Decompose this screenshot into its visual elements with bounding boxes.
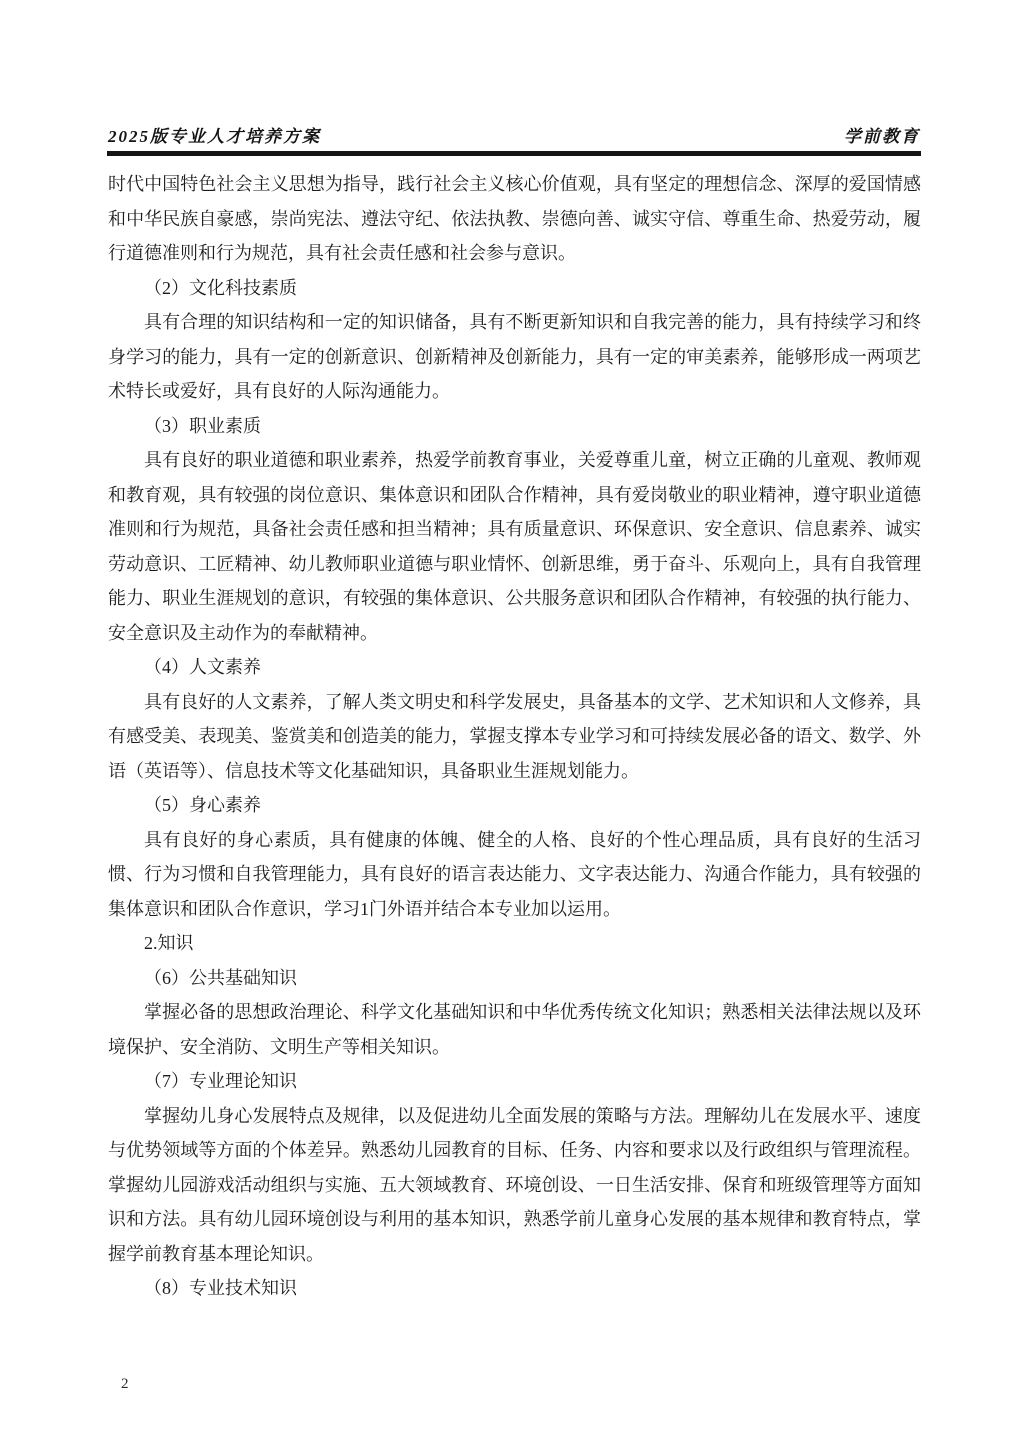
para-culture-tech-quality: 具有合理的知识结构和一定的知识储备，具有不断更新知识和自我完善的能力，具有持续学习和终身学习的能力，具有一定的创新意识、创新精神及创新能力，具有一定的审美素养，能够形成一两项艺术特长或爱好，具有良好的人际沟通能力。 xyxy=(108,312,921,401)
heading-vocational-quality: （3）职业素质 xyxy=(144,415,261,436)
para-professional-theory-knowledge: 掌握幼儿身心发展特点及规律，以及促进幼儿全面发展的策略与方法。理解幼儿在发展水平、速度与优势领域等方面的个体差异。熟悉幼儿园教育的目标、任务、内容和要求以及行政组织与管理流程。掌握幼儿园游戏活动组织与实施、五大领域教育、环境创设、一日生活安排、保育和班级管理等方面知识和方法。具有幼儿园环境创设与利用的基本知识，熟悉学前儿童身心发展的基本规律和教育特点，掌握学前教育基本理论知识。 xyxy=(108,1105,921,1264)
heading-professional-theory-knowledge: （7）专业理论知识 xyxy=(144,1071,297,1091)
heading-professional-technical-knowledge: （8）专业技术知识 xyxy=(144,1278,297,1298)
para-humanistic-quality: 具有良好的人文素养，了解人类文明史和科学发展史，具备基本的文学、艺术知识和人文修养，具有感受美、表现美、鉴赏美和创造美的能力，掌握支撑本专业学习和可持续发展必备的语文、数学、外语（英语等）、信息技术等文化基础知识，具备职业生涯规划能力。 xyxy=(108,691,921,781)
para-public-basic-knowledge: 掌握必备的思想政治理论、科学文化基础知识和中华优秀传统文化知识；熟悉相关法律法规以及环境保护、安全消防、文明生产等相关知识。 xyxy=(108,1002,921,1057)
heading-humanistic-quality: （4）人文素养 xyxy=(144,657,261,677)
document-body xyxy=(108,167,921,1306)
page-number: 2 xyxy=(121,1376,129,1392)
para-vocational-quality: 具有良好的职业道德和职业素养，热爱学前教育事业，关爱尊重儿童，树立正确的儿童观、教师观和教育观，具有较强的岗位意识、集体意识和团队合作精神，具有爱岗敬业的职业精神，遵守职业道德准则和行为规范，具备社会责任感和担当精神；具有质量意识、环保意识、安全意识、信息素养、诚实劳动意识、工匠精神、幼儿教师职业道德与职业情怀、创新思维，勇于奋斗、乐观向上，具有自我管理能力、职业生涯规划的意识，有较强的集体意识、公共服务意识和团队合作精神，有较强的执行能力、安全意识及主动作为的奉献精神。 xyxy=(108,450,921,643)
heading-public-basic-knowledge: （6）公共基础知识 xyxy=(144,967,297,988)
continued-paragraph-ideology: 时代中国特色社会主义思想为指导，践行社会主义核心价值观，具有坚定的理想信念、深厚的爱国情感和中华民族自豪感，崇尚宪法、遵法守纪、依法执教、崇德向善、诚实守信、尊重生命、热爱劳动，履行道德准则和行为规范，具有社会责任感和社会参与意识。 xyxy=(108,174,921,263)
heading-knowledge-section: 2.知识 xyxy=(144,933,194,953)
heading-physical-mental-quality: （5）身心素养 xyxy=(144,795,261,815)
para-physical-mental-quality: 具有良好的身心素质，具有健康的体魄、健全的人格、良好的个性心理品质，具有良好的生活习惯、行为习惯和自我管理能力，具有良好的语言表达能力、文字表达能力、沟通合作能力，具有较强的集体意识和团队合作意识，学习1门外语并结合本专业加以运用。 xyxy=(108,829,921,919)
header-title-left: 2025版专业人才培养方案 xyxy=(108,127,321,146)
header-double-rule xyxy=(107,151,921,156)
header-title-right: 学前教育 xyxy=(844,127,920,146)
heading-culture-tech-quality: （2）文化科技素质 xyxy=(144,277,297,298)
page-header xyxy=(108,122,920,147)
